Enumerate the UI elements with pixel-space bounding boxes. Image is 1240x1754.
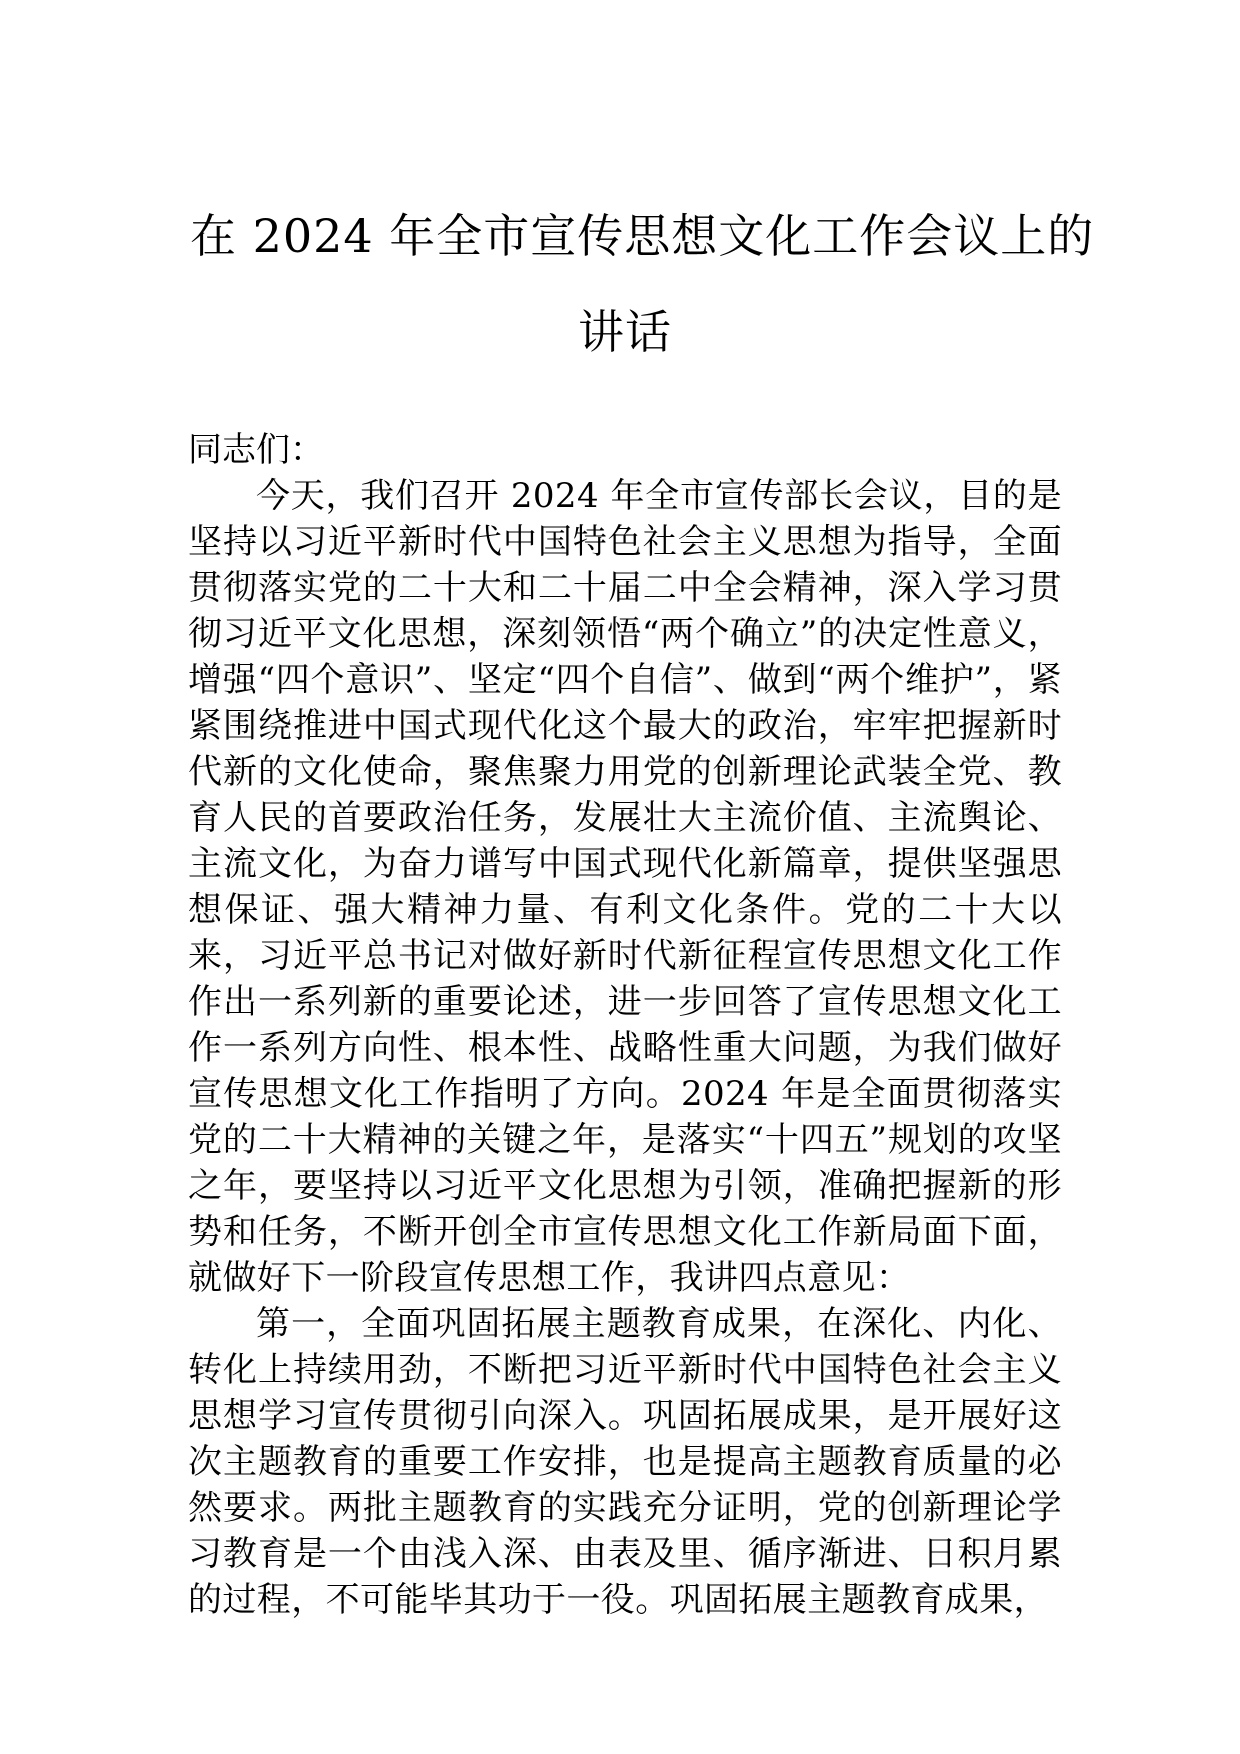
title-line-1: 在 2024 年全市宣传思想文化工作会议上的	[190, 209, 1095, 263]
document-title	[190, 188, 1095, 380]
paragraph-2: 第一，全面巩固拓展主题教育成果，在深化、内化、转化上持续用劲，不断把习近平新时代中国特色社会主义思想学习宣传贯彻引向深入。巩固拓展成果，是开展好这次主题教育的重要工作安排，也是提高主题教育质量的必然要求。两批主题教育的实践充分证明，党的创新理论学习教育是一个由浅入深、由表及里、循序渐进、日积月累的过程，不可能毕其功于一役。巩固拓展主题教育成果，	[188, 1304, 1062, 1620]
salutation: 同志们：	[188, 430, 324, 470]
document-body	[188, 427, 1062, 1623]
paragraph-1: 今天，我们召开 2024 年全市宣传部长会议，目的是坚持以习近平新时代中国特色社会主义思想为指导，全面贯彻落实党的二十大和二十届二中全会精神，深入学习贯彻习近平文化思想，深刻领悟“两个确立”的决定性意义，增强“四个意识”、坚定“四个自信”、做到“两个维护”，紧紧围绕推进中国式现代化这个最大的政治，牢牢把握新时代新的文化使命，聚焦聚力用党的创新理论武装全党、教育人民的首要政治任务，发展壮大主流价值、主流舆论、主流文化，为奋力谱写中国式现代化新篇章，提供坚强思想保证、强大精神力量、有利文化条件。党的二十大以来，习近平总书记对做好新时代新征程宣传思想文化工作作出一系列新的重要论述，进一步回答了宣传思想文化工作一系列方向性、根本性、战略性重大问题，为我们做好宣传思想文化工作指明了方向。2024 年是全面贯彻落实党的二十大精神的关键之年，是落实“十四五”规划的攻坚之年，要坚持以习近平文化思想为引领，准确把握新的形势和任务，不断开创全市宣传思想文化工作新局面下面，就做好下一阶段宣传思想工作，我讲四点意见：	[188, 476, 1062, 1298]
title-line-2: 讲话	[578, 305, 672, 359]
